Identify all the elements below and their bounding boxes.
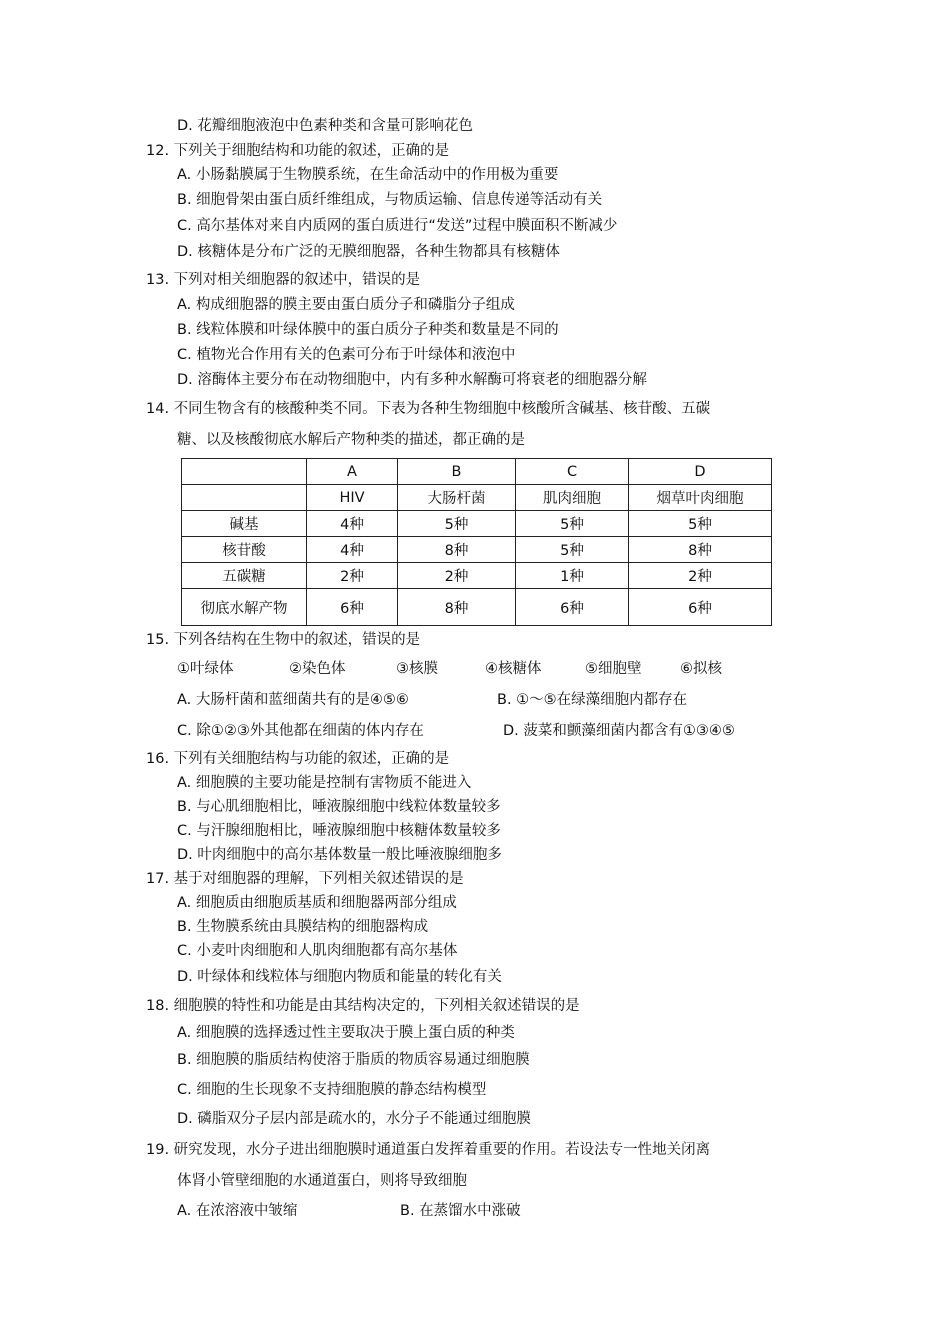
table-header-letter: B: [398, 459, 516, 485]
q17-option-c: C. 小麦叶肉细胞和人肌肉细胞都有高尔基体: [177, 943, 458, 959]
q12-option-a: A. 小肠黏膜属于生物膜系统，在生命活动中的作用极为重要: [177, 167, 559, 183]
q12-option-c: C. 高尔基体对来自内质网的蛋白质进行“发送”过程中膜面积不断减少: [177, 218, 618, 234]
q14-stem-line1: 14. 不同生物含有的核酸种类不同。下表为各种生物细胞中核酸所含碱基、核苷酸、五碳: [146, 401, 711, 417]
table-header-organism: 肌肉细胞: [516, 485, 629, 511]
table-row: [182, 537, 772, 563]
table-cell: 5种: [629, 511, 772, 537]
q19-stem-line1: 19. 研究发现，水分子进出细胞膜时通道蛋白发挥着重要的作用。若设法专一性地关闭离: [146, 1142, 711, 1158]
table-corner: [182, 459, 307, 485]
q19-option-b: B. 在蒸馏水中涨破: [400, 1203, 521, 1219]
q17-option-d: D. 叶绿体和线粒体与细胞内物质和能量的转化有关: [177, 969, 502, 985]
table-row-label: 核苷酸: [182, 537, 307, 563]
table-row-label: 碱基: [182, 511, 307, 537]
table-row: [182, 511, 772, 537]
q18-stem: 18. 细胞膜的特性和功能是由其结构决定的，下列相关叙述错误的是: [146, 998, 580, 1014]
table-header-letter: D: [629, 459, 772, 485]
table-cell: 4种: [307, 511, 398, 537]
table-row-label: 彻底水解产物: [182, 589, 307, 626]
q15-item: ③核膜: [396, 661, 438, 677]
q16-option-c: C. 与汗腺细胞相比，唾液腺细胞中核糖体数量较多: [177, 823, 501, 839]
table-row: [182, 563, 772, 589]
table-header-organism: HIV: [307, 485, 398, 511]
q15-item: ⑤细胞壁: [585, 661, 642, 677]
table-cell: 2种: [629, 563, 772, 589]
table-cell: 5种: [516, 537, 629, 563]
q12-option-b: B. 细胞骨架由蛋白质纤维组成，与物质运输、信息传递等活动有关: [177, 192, 603, 208]
q14-stem-line2: 糖、以及核酸彻底水解后产物种类的描述，都正确的是: [177, 432, 525, 448]
table-row-letters: [182, 459, 772, 485]
table-row: [182, 589, 772, 626]
q15-stem: 15. 下列各结构在生物中的叙述，错误的是: [146, 632, 421, 648]
q18-option-b: B. 细胞膜的脂质结构使溶于脂质的物质容易通过细胞膜: [177, 1052, 530, 1068]
q18-option-d: D. 磷脂双分子层内部是疏水的，水分子不能通过细胞膜: [177, 1111, 531, 1127]
q15-option-c: C. 除①②③外其他都在细菌的体内存在: [177, 723, 424, 739]
q15-item: ⑥拟核: [680, 661, 722, 677]
q19-option-a: A. 在浓溶液中皱缩: [177, 1203, 298, 1219]
table-header-letter: C: [516, 459, 629, 485]
table-cell: 1种: [516, 563, 629, 589]
q15-option-b: B. ①～⑤在绿藻细胞内都存在: [497, 692, 688, 708]
table-header-letter: A: [307, 459, 398, 485]
q16-stem: 16. 下列有关细胞结构与功能的叙述，正确的是: [146, 751, 450, 767]
q13-option-a: A. 构成细胞器的膜主要由蛋白质分子和磷脂分子组成: [177, 297, 515, 313]
q13-option-d: D. 溶酶体主要分布在动物细胞中，内有多种水解酶可将衰老的细胞器分解: [177, 372, 647, 388]
q15-option-a: A. 大肠杆菌和蓝细菌共有的是④⑤⑥: [177, 692, 409, 708]
table-cell: 8种: [398, 589, 516, 626]
q18-option-c: C. 细胞的生长现象不支持细胞膜的静态结构模型: [177, 1082, 487, 1098]
q15-item: ④核糖体: [485, 661, 542, 677]
q16-option-b: B. 与心肌细胞相比，唾液腺细胞中线粒体数量较多: [177, 799, 501, 815]
table-cell: 6种: [307, 589, 398, 626]
q12-option-d: D. 核糖体是分布广泛的无膜细胞器，各种生物都具有核糖体: [177, 244, 560, 260]
table-cell: 6种: [629, 589, 772, 626]
q18-option-a: A. 细胞膜的选择透过性主要取决于膜上蛋白质的种类: [177, 1025, 515, 1041]
table-cell: 2种: [398, 563, 516, 589]
q16-option-d: D. 叶肉细胞中的高尔基体数量一般比唾液腺细胞多: [177, 847, 502, 863]
q17-option-b: B. 生物膜系统由具膜结构的细胞器构成: [177, 919, 429, 935]
q13-stem: 13. 下列对相关细胞器的叙述中，错误的是: [146, 272, 421, 288]
q15-item: ①叶绿体: [177, 661, 234, 677]
q15-item: ②染色体: [289, 661, 346, 677]
q13-option-c: C. 植物光合作用有关的色素可分布于叶绿体和液泡中: [177, 347, 516, 363]
q19-stem-line2: 体肾小管壁细胞的水通道蛋白，则将导致细胞: [177, 1173, 467, 1189]
q16-option-a: A. 细胞膜的主要功能是控制有害物质不能进入: [177, 775, 472, 791]
q15-option-d: D. 菠菜和颤藻细菌内都含有①③④⑤: [503, 723, 735, 739]
table-cell: 6种: [516, 589, 629, 626]
table-corner: [182, 485, 307, 511]
q13-option-b: B. 线粒体膜和叶绿体膜中的蛋白质分子种类和数量是不同的: [177, 322, 559, 338]
q12-stem: 12. 下列关于细胞结构和功能的叙述，正确的是: [146, 143, 450, 159]
table-cell: 8种: [629, 537, 772, 563]
table-cell: 5种: [398, 511, 516, 537]
table-row-label: 五碳糖: [182, 563, 307, 589]
table-row-organisms: [182, 485, 772, 511]
nucleic-acid-table: [181, 458, 772, 626]
table-header-organism: 烟草叶肉细胞: [629, 485, 772, 511]
table-cell: 5种: [516, 511, 629, 537]
table-cell: 8种: [398, 537, 516, 563]
table-header-organism: 大肠杆菌: [398, 485, 516, 511]
q11-option-d: D. 花瓣细胞液泡中色素种类和含量可影响花色: [177, 118, 473, 134]
q17-stem: 17. 基于对细胞器的理解，下列相关叙述错误的是: [146, 871, 464, 887]
table-cell: 2种: [307, 563, 398, 589]
q17-option-a: A. 细胞质由细胞质基质和细胞器两部分组成: [177, 895, 457, 911]
table-cell: 4种: [307, 537, 398, 563]
